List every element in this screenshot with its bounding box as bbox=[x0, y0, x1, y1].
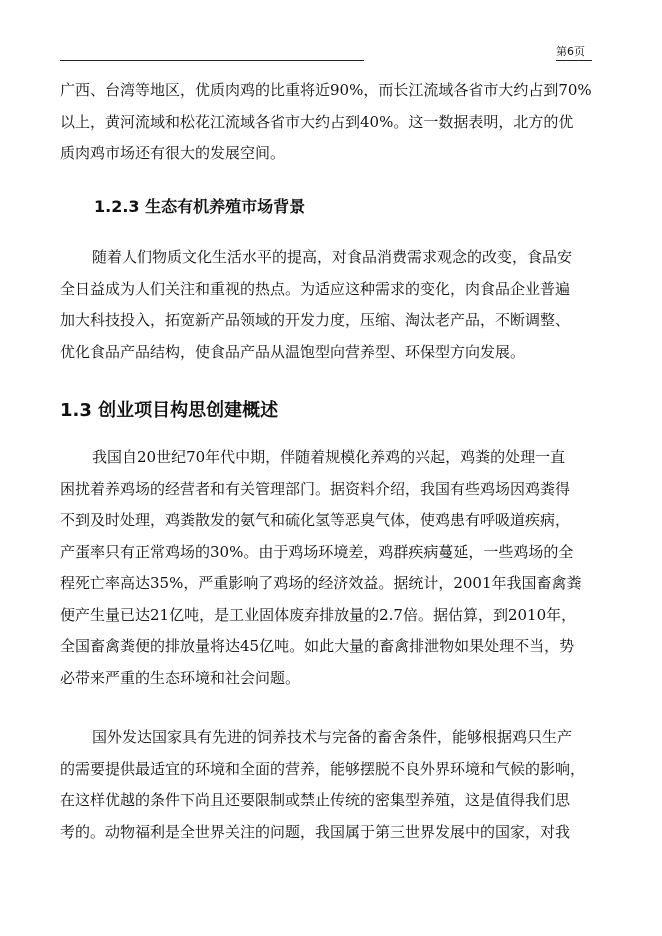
page-number: 第6页 bbox=[556, 45, 585, 58]
text-line: 全国畜禽粪便的排放量将达45亿吨。如此大量的畜禽排泄物如果处理不当，势 bbox=[60, 637, 575, 655]
paragraph-manure-problem bbox=[60, 442, 592, 694]
text-line: 考的。动物福利是全世界关注的问题，我国属于第三世界发展中的国家，对我 bbox=[60, 822, 571, 841]
text-line: 广西、台湾等地区，优质肉鸡的比重将近90%，而长江流域各省市大约占到70% bbox=[60, 81, 592, 99]
text-line: 在这样优越的条件下尚且还要限制或禁止传统的密集型养殖，这是值得我们思 bbox=[60, 791, 571, 809]
text-line: 全日益成为人们关注和重视的热点。为适应这种需求的变化，肉食品企业普遍 bbox=[60, 279, 571, 298]
text-line: 国外发达国家具有先进的饲养技术与完备的畜舍条件，能够根据鸡只生产 bbox=[92, 728, 573, 746]
text-line: 质肉鸡市场还有很大的发展空间。 bbox=[60, 144, 286, 162]
text-line: 产蛋率只有正常鸡场的30%。由于鸡场环境差，鸡群疾病蔓延，一些鸡场的全 bbox=[60, 542, 574, 561]
text-line: 我国自20世纪70年代中期，伴随着规模化养鸡的兴起，鸡粪的处理一直 bbox=[92, 448, 566, 466]
text-line: 加大科技投入，拓宽新产品领域的开发力度，压缩、淘汰老产品，不断调整、 bbox=[60, 311, 571, 329]
text-line: 便产生量已达21亿吨，是工业固体废弃排放量的2.7倍。据估算，到2010年， bbox=[60, 605, 577, 624]
paragraph-organic-background bbox=[60, 242, 592, 368]
text-line: 程死亡率高达35%，严重影响了鸡场的经济效益。据统计，2001年我国畜禽粪 bbox=[60, 574, 582, 592]
text-line: 随着人们物质文化生活水平的提高，对食品消费需求观念的改变，食品安 bbox=[92, 248, 573, 266]
paragraph-foreign-practice bbox=[60, 722, 592, 848]
text-line: 优化食品产品结构，使食品产品从温饱型向营养型、环保型方向发展。 bbox=[60, 342, 526, 361]
section-heading-1-2-3: 1.2.3 生态有机养殖市场背景 bbox=[94, 197, 306, 216]
text-line: 必带来严重的生态环境和社会问题。 bbox=[60, 668, 301, 687]
text-line: 的需要提供最适宜的环境和全面的营养，能够摆脱不良外界环境和气候的影响， bbox=[60, 759, 586, 778]
header-rule bbox=[60, 60, 364, 61]
text-line: 困扰着养鸡场的经营者和有关管理部门。据资料介绍，我国有些鸡场因鸡粪得 bbox=[60, 479, 571, 498]
paragraph-market-share bbox=[60, 75, 592, 170]
page-number-underline bbox=[556, 60, 592, 61]
text-line: 不到及时处理，鸡粪散发的氨气和硫化氢等恶臭气体，使鸡患有呼吸道疾病， bbox=[60, 511, 571, 529]
section-heading-1-3: 1.3 创业项目构思创建概述 bbox=[60, 400, 279, 421]
text-line: 以上，黄河流域和松花江流域各省市大约占到40%。这一数据表明，北方的优 bbox=[60, 112, 574, 131]
